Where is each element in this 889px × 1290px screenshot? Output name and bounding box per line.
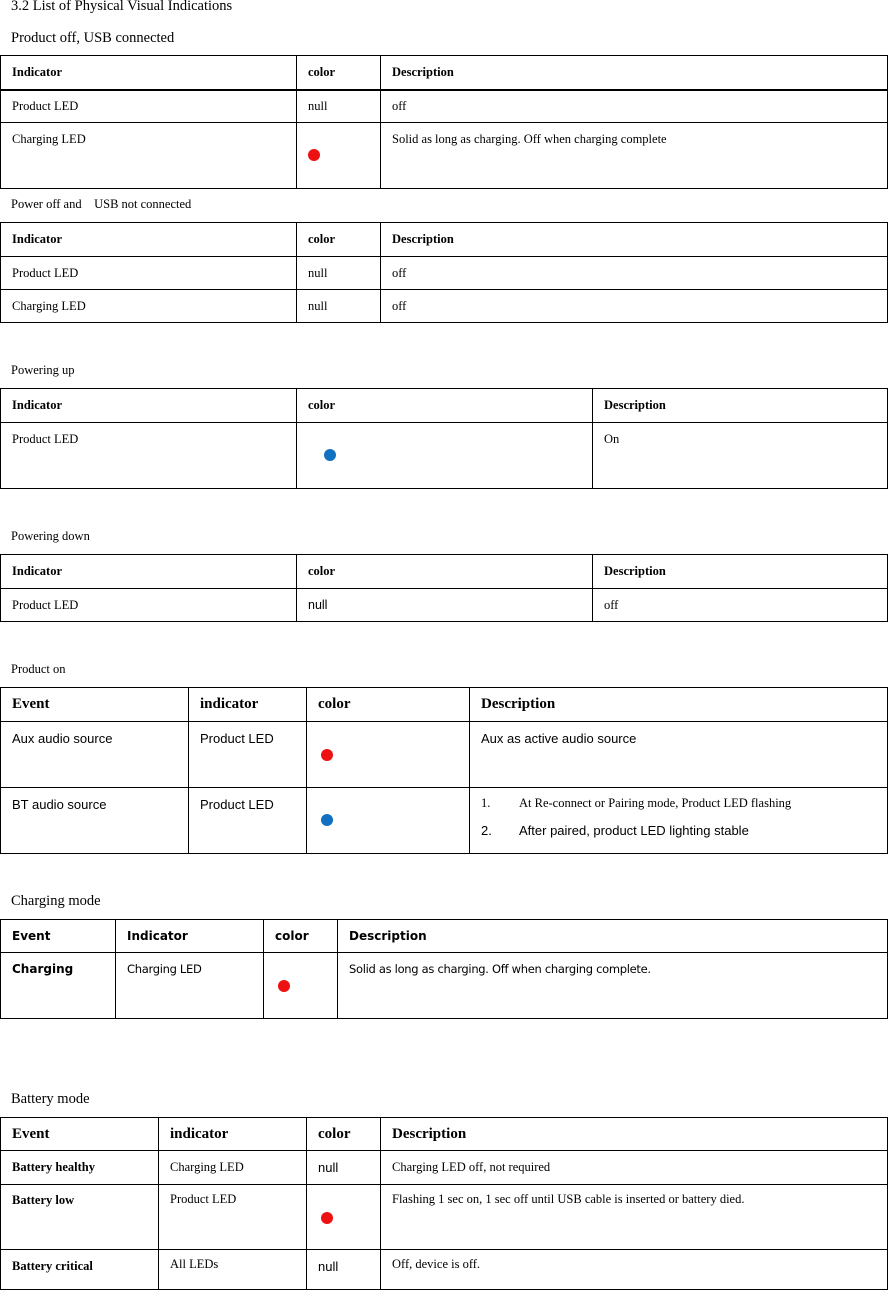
table-charging-mode bbox=[0, 919, 888, 1019]
header-description: Description bbox=[593, 555, 888, 589]
indicator-cell: Charging LED bbox=[1, 123, 297, 189]
indicator-cell: Charging LED bbox=[116, 953, 264, 1019]
table-power-off bbox=[0, 222, 888, 323]
table-row bbox=[1, 290, 888, 323]
header-indicator: Indicator bbox=[116, 920, 264, 953]
indicator-cell: Product LED bbox=[189, 722, 307, 788]
table-powering-up bbox=[0, 388, 888, 489]
section-title-battery-mode: Battery mode bbox=[11, 1091, 90, 1107]
event-cell: Battery low bbox=[1, 1185, 159, 1250]
color-cell: null bbox=[297, 589, 593, 622]
table-powering-down bbox=[0, 554, 888, 622]
header-indicator: Indicator bbox=[1, 389, 297, 423]
list-item: 2. After paired, product LED lighting stable bbox=[481, 823, 749, 838]
header-color: color bbox=[297, 555, 593, 589]
color-cell: null bbox=[297, 290, 381, 323]
description-cell: Solid as long as charging. Off when charging complete. bbox=[338, 953, 888, 1019]
header-description: Description bbox=[381, 1118, 888, 1151]
page-heading: 3.2 List of Physical Visual Indications bbox=[11, 0, 233, 14]
section-title-powering-up: Powering up bbox=[11, 363, 75, 377]
header-color: color bbox=[307, 688, 470, 722]
table-row bbox=[1, 1185, 888, 1250]
header-color: color bbox=[264, 920, 338, 953]
blue-led-dot-icon bbox=[321, 814, 333, 826]
description-cell: Off, device is off. bbox=[381, 1250, 888, 1290]
header-indicator: indicator bbox=[159, 1118, 307, 1151]
indicator-cell: Product LED bbox=[1, 90, 297, 123]
header-event: Event bbox=[1, 1118, 159, 1151]
red-led-dot-icon bbox=[308, 149, 320, 161]
table-row bbox=[1, 123, 888, 189]
color-cell: null bbox=[307, 1151, 381, 1185]
description-cell: off bbox=[593, 589, 888, 622]
section-title-product-on: Product on bbox=[11, 662, 66, 676]
section-title-powering-down: Powering down bbox=[11, 529, 90, 543]
table-row bbox=[1, 953, 888, 1019]
header-description: Description bbox=[470, 688, 888, 722]
indicator-cell: Product LED bbox=[189, 788, 307, 854]
header-color: color bbox=[297, 223, 381, 257]
indicator-cell: Product LED bbox=[1, 423, 297, 489]
header-event: Event bbox=[1, 688, 189, 722]
table-product-on bbox=[0, 687, 888, 854]
header-color: color bbox=[307, 1118, 381, 1151]
table-row bbox=[1, 1151, 888, 1185]
section-title-charging-mode: Charging mode bbox=[11, 893, 101, 909]
description-cell: On bbox=[593, 423, 888, 489]
table-row bbox=[1, 788, 888, 854]
table-row bbox=[1, 589, 888, 622]
header-indicator: Indicator bbox=[1, 56, 297, 90]
header-description: Description bbox=[338, 920, 888, 953]
table-battery-mode bbox=[0, 1117, 888, 1290]
header-color: color bbox=[297, 389, 593, 423]
section-title-product-off-usb: Product off, USB connected bbox=[11, 30, 175, 46]
numbered-list bbox=[481, 796, 887, 838]
description-cell: off bbox=[381, 290, 888, 323]
list-item: 1. At Re-connect or Pairing mode, Product LED flashing bbox=[481, 796, 792, 810]
color-cell: null bbox=[297, 90, 381, 123]
event-cell: Battery critical bbox=[1, 1250, 159, 1290]
description-cell: off bbox=[381, 257, 888, 290]
red-led-dot-icon bbox=[278, 980, 290, 992]
blue-led-dot-icon bbox=[324, 449, 336, 461]
description-cell: Solid as long as charging. Off when charging complete bbox=[381, 123, 888, 189]
color-cell: null bbox=[297, 257, 381, 290]
table-row bbox=[1, 257, 888, 290]
description-cell: off bbox=[381, 90, 888, 123]
color-cell: null bbox=[307, 1250, 381, 1290]
header-indicator: Indicator bbox=[1, 555, 297, 589]
red-led-dot-icon bbox=[321, 749, 333, 761]
description-cell: Flashing 1 sec on, 1 sec off until USB cable is inserted or battery died. bbox=[381, 1185, 888, 1250]
indicator-cell: Charging LED bbox=[159, 1151, 307, 1185]
description-cell: Aux as active audio source bbox=[470, 722, 888, 788]
indicator-cell: All LEDs bbox=[159, 1250, 307, 1290]
header-indicator: indicator bbox=[189, 688, 307, 722]
indicator-cell: Charging LED bbox=[1, 290, 297, 323]
header-color: color bbox=[297, 56, 381, 90]
header-event: Event bbox=[1, 920, 116, 953]
section-title-power-off: Power off and USB not connected bbox=[11, 197, 192, 211]
event-cell: Charging bbox=[1, 953, 116, 1019]
red-led-dot-icon bbox=[321, 1212, 333, 1224]
header-description: Description bbox=[593, 389, 888, 423]
table-product-off-usb bbox=[0, 55, 888, 189]
description-cell: Charging LED off, not required bbox=[381, 1151, 888, 1185]
table-row bbox=[1, 722, 888, 788]
indicator-cell: Product LED bbox=[159, 1185, 307, 1250]
event-cell: BT audio source bbox=[1, 788, 189, 854]
table-row bbox=[1, 90, 888, 123]
event-cell: Battery healthy bbox=[1, 1151, 159, 1185]
indicator-cell: Product LED bbox=[1, 589, 297, 622]
indicator-cell: Product LED bbox=[1, 257, 297, 290]
event-cell: Aux audio source bbox=[1, 722, 189, 788]
header-description: Description bbox=[381, 56, 888, 90]
header-description: Description bbox=[381, 223, 888, 257]
table-row bbox=[1, 423, 888, 489]
header-indicator: Indicator bbox=[1, 223, 297, 257]
